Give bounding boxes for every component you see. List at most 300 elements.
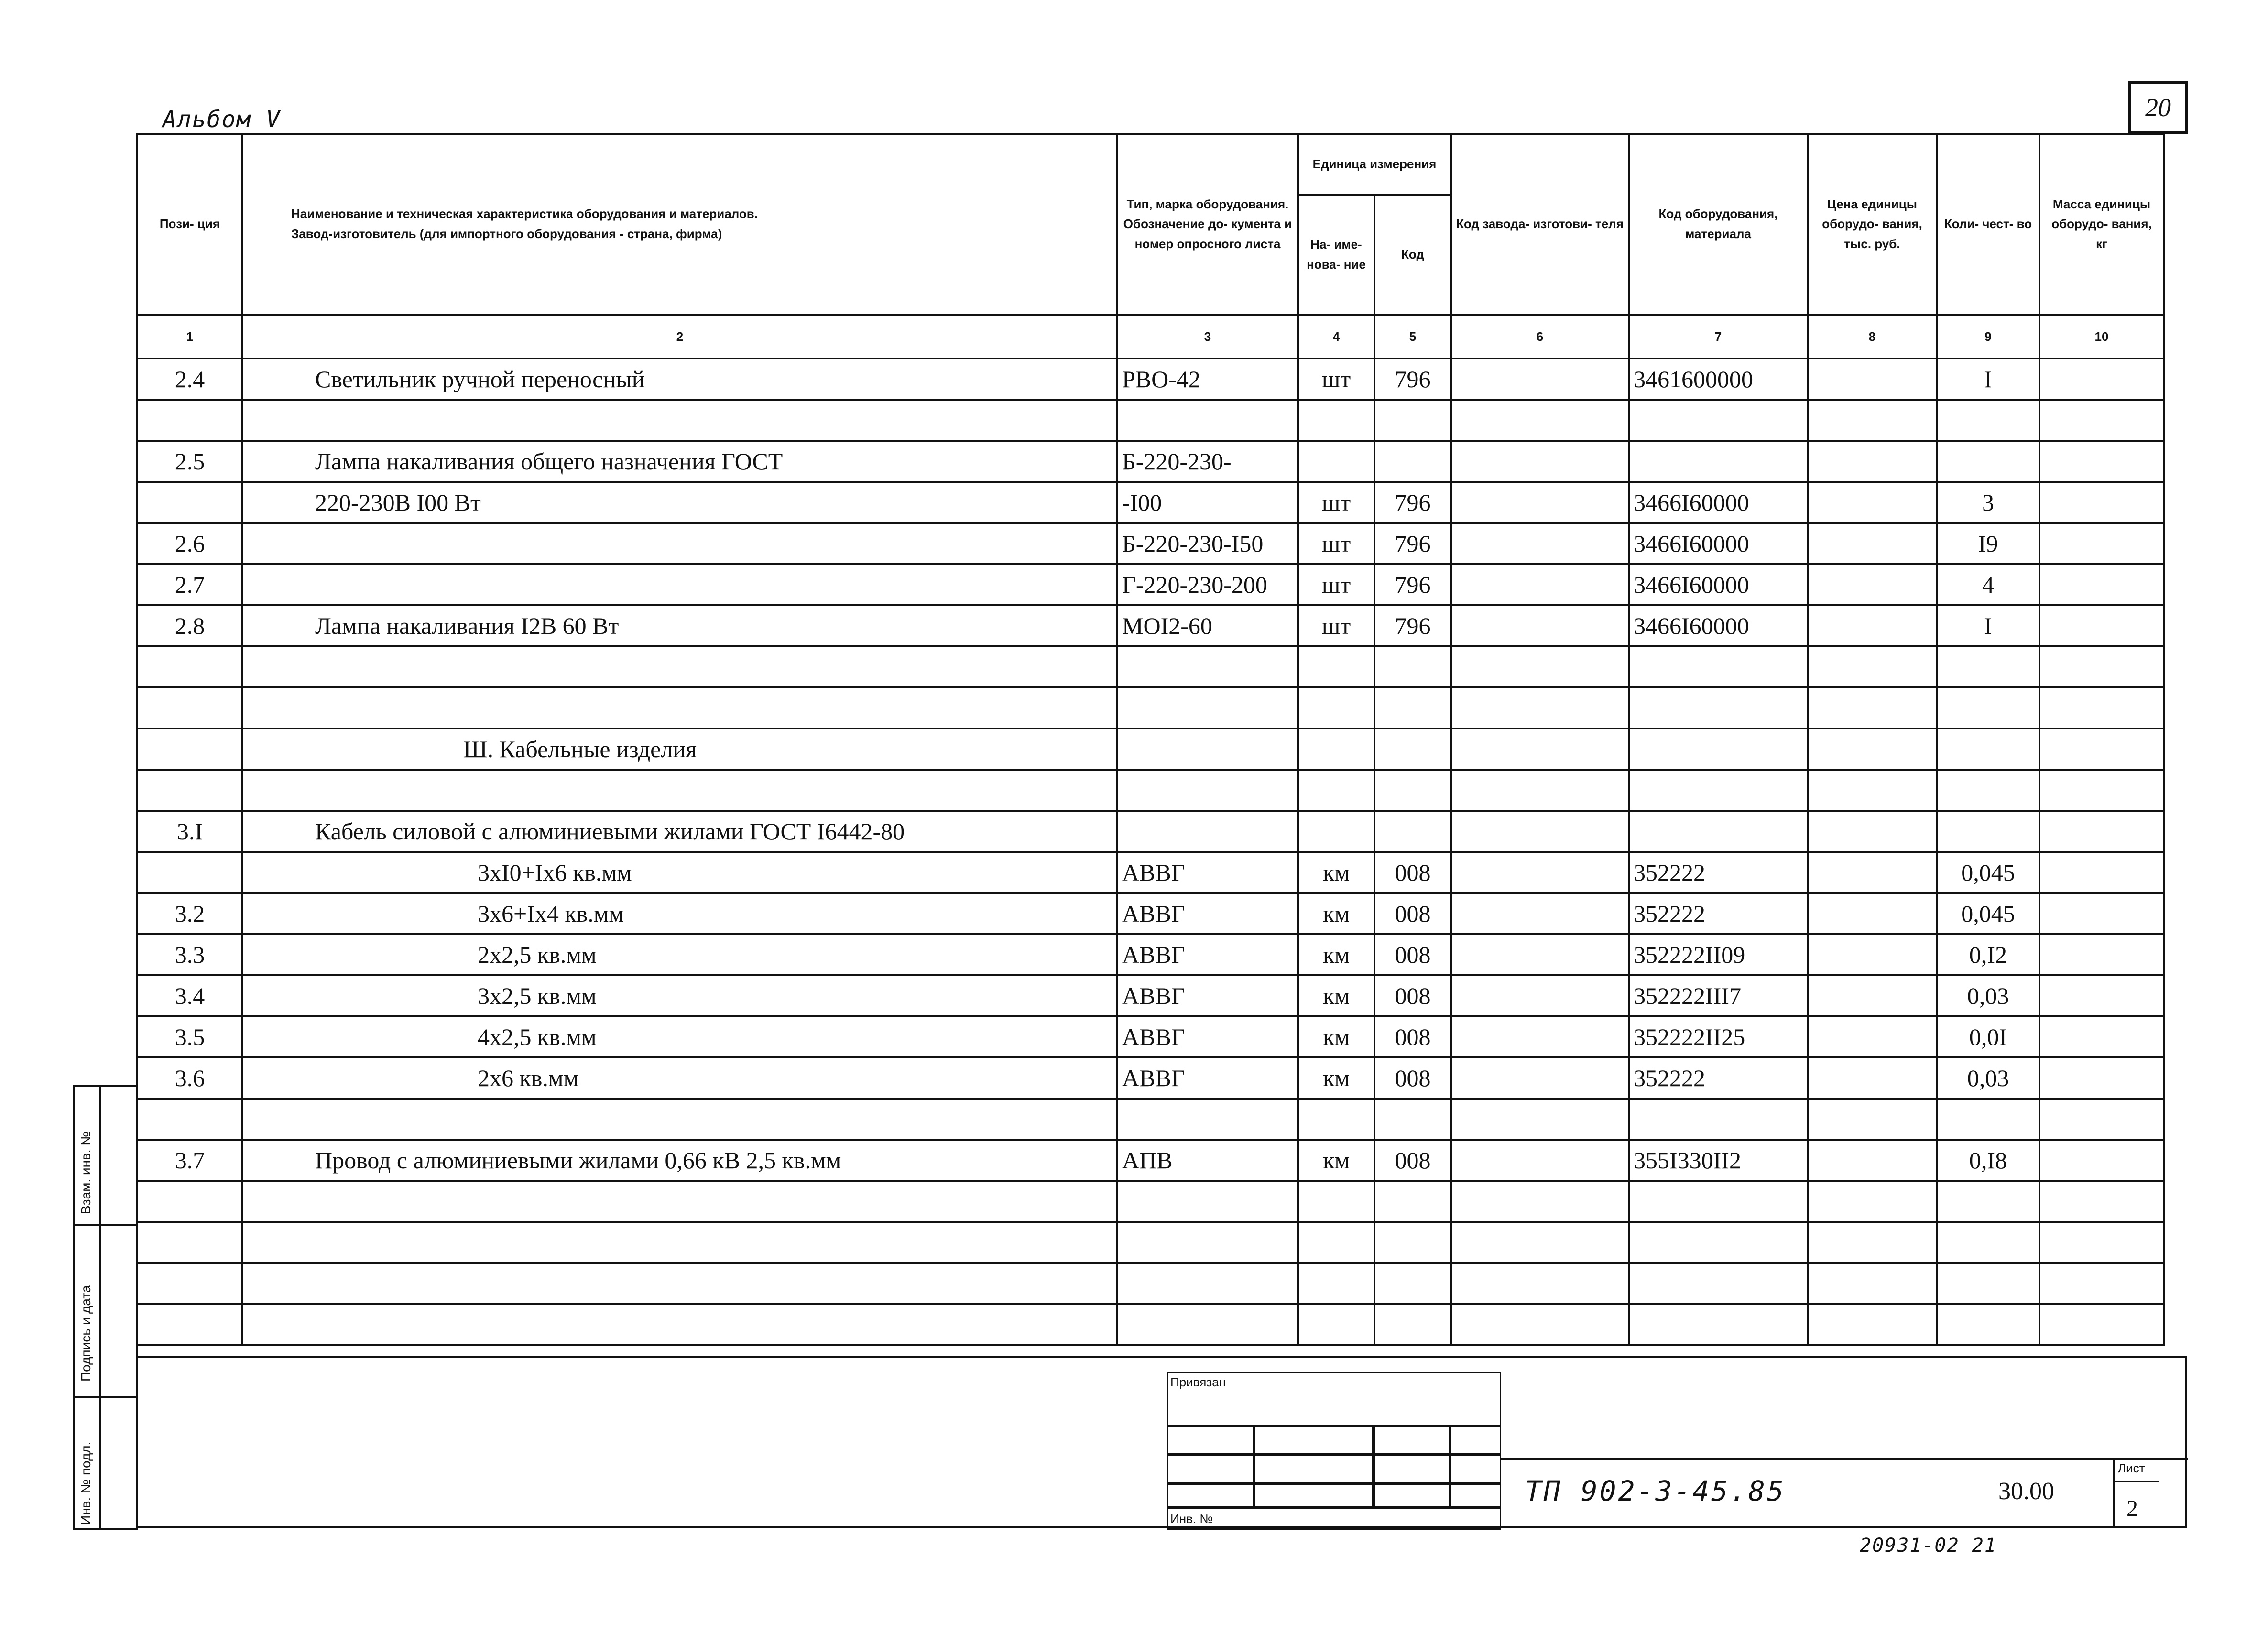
price-cell [1808,359,1937,400]
quantity-cell: I [1937,605,2039,646]
unit-cell: км [1298,1016,1374,1057]
name-cell [242,1099,1117,1140]
stamp-label-bound: Привязан [1170,1375,1226,1389]
album-label: Альбом V [163,106,281,133]
header-factory-code: Код завода- изготови- теля [1451,134,1629,315]
column-number: 7 [1629,315,1808,359]
table-row [137,1304,2164,1345]
type-cell: АВВГ [1117,934,1298,975]
name-cell [242,770,1117,811]
factory-code-cell [1451,1099,1629,1140]
header-name-line1: Наименование и техническая характеристика оборудования и материалов. [291,207,758,221]
type-cell [1117,687,1298,729]
material-code-cell [1629,811,1808,852]
sheet-suffix: 30.00 [1998,1478,2054,1505]
position-cell: 3.3 [137,934,242,975]
header-position: Пози- ция [137,134,242,315]
table-row [137,1222,2164,1263]
position-cell: 2.8 [137,605,242,646]
table-row [137,1181,2164,1222]
factory-code-cell [1451,975,1629,1016]
code-cell [1374,400,1451,441]
type-cell [1117,770,1298,811]
column-number: 8 [1808,315,1937,359]
price-cell [1808,605,1937,646]
type-cell [1117,1181,1298,1222]
factory-code-cell [1451,359,1629,400]
document-code: ТП 902-3-45.85 [1525,1475,1786,1507]
unit-cell [1298,687,1374,729]
type-cell [1117,729,1298,770]
column-number: 1 [137,315,242,359]
factory-code-cell [1451,811,1629,852]
table-row [137,852,2164,893]
material-code-cell: 355I330II2 [1629,1140,1808,1181]
position-cell [137,1304,242,1345]
quantity-cell: 0,03 [1937,1057,2039,1099]
material-code-cell: 3466I60000 [1629,523,1808,564]
material-code-cell [1629,1304,1808,1345]
quantity-cell [1937,687,2039,729]
unit-cell [1298,1099,1374,1140]
price-cell [1808,770,1937,811]
quantity-cell: 0,0I [1937,1016,2039,1057]
name-cell [242,523,1117,564]
price-cell [1808,975,1937,1016]
stamp-label-inventory: Инв. № [1170,1512,1213,1526]
name-cell: 2х6 кв.мм [242,1057,1117,1099]
factory-code-cell [1451,893,1629,934]
quantity-cell [1937,400,2039,441]
sheet-label: Лист [2118,1461,2145,1475]
mass-cell [2039,1263,2164,1304]
table-row [137,441,2164,482]
quantity-cell: 4 [1937,564,2039,605]
header-price: Цена единицы оборудо- вания, тыс. руб. [1808,134,1937,315]
material-code-cell [1629,1263,1808,1304]
column-number: 2 [242,315,1117,359]
factory-code-cell [1451,934,1629,975]
side-label-signature: Подпись и дата [78,1285,93,1382]
side-label-original: Инв. № подл. [78,1441,93,1525]
price-cell [1808,1181,1937,1222]
quantity-cell: 0,045 [1937,852,2039,893]
mass-cell [2039,359,2164,400]
type-cell [1117,811,1298,852]
price-cell [1808,893,1937,934]
name-cell [242,1263,1117,1304]
header-material-code: Код оборудования, материала [1629,134,1808,315]
name-cell [242,1304,1117,1345]
material-code-cell: 3466I60000 [1629,482,1808,523]
table-row [137,605,2164,646]
header-type: Тип, марка оборудования. Обозначение до- кумента и номер опросного листа [1117,134,1298,315]
position-cell [137,687,242,729]
position-cell: 3.5 [137,1016,242,1057]
name-cell: 3хI0+Iх6 кв.мм [242,852,1117,893]
factory-code-cell [1451,1140,1629,1181]
position-cell [137,1263,242,1304]
factory-code-cell [1451,400,1629,441]
header-name [242,134,1117,315]
unit-cell [1298,646,1374,687]
code-cell: 796 [1374,523,1451,564]
position-cell [137,482,242,523]
column-number: 3 [1117,315,1298,359]
price-cell [1808,400,1937,441]
mass-cell [2039,1016,2164,1057]
code-cell: 008 [1374,975,1451,1016]
mass-cell [2039,523,2164,564]
specification-table [136,133,2165,1346]
mass-cell [2039,1181,2164,1222]
price-cell [1808,482,1937,523]
position-cell: 2.5 [137,441,242,482]
price-cell [1808,1140,1937,1181]
column-number: 5 [1374,315,1451,359]
code-cell: 796 [1374,359,1451,400]
factory-code-cell [1451,687,1629,729]
unit-cell: км [1298,934,1374,975]
price-cell [1808,564,1937,605]
mass-cell [2039,729,2164,770]
material-code-cell: 352222 [1629,893,1808,934]
position-cell: 2.7 [137,564,242,605]
code-cell [1374,770,1451,811]
column-number: 4 [1298,315,1374,359]
name-cell: Лампа накаливания I2В 60 Вт [242,605,1117,646]
sheet-divider [2113,1481,2159,1482]
factory-code-cell [1451,1057,1629,1099]
type-cell: Б-220-230-I50 [1117,523,1298,564]
code-cell: 008 [1374,934,1451,975]
code-cell [1374,1222,1451,1263]
price-cell [1808,852,1937,893]
code-cell [1374,811,1451,852]
mass-cell [2039,400,2164,441]
column-number: 6 [1451,315,1629,359]
type-cell: Г-220-230-200 [1117,564,1298,605]
type-cell: АПВ [1117,1140,1298,1181]
quantity-cell [1937,770,2039,811]
factory-code-cell [1451,564,1629,605]
price-cell [1808,1304,1937,1345]
header-name-line2: Завод-изготовитель (для импортного оборудования - страна, фирма) [291,227,722,241]
header-mass: Масса единицы оборудо- вания, кг [2039,134,2164,315]
factory-code-cell [1451,770,1629,811]
mass-cell [2039,564,2164,605]
position-cell [137,400,242,441]
mass-cell [2039,605,2164,646]
table-row [137,1016,2164,1057]
name-cell: Лампа накаливания общего назначения ГОСТ [242,441,1117,482]
quantity-cell [1937,441,2039,482]
header-quantity: Коли- чест- во [1937,134,2039,315]
unit-cell [1298,400,1374,441]
sheet-number: 2 [2126,1496,2138,1521]
factory-code-cell [1451,605,1629,646]
name-cell: 3х2,5 кв.мм [242,975,1117,1016]
unit-cell: км [1298,975,1374,1016]
mass-cell [2039,1140,2164,1181]
name-cell [242,400,1117,441]
table-row [137,811,2164,852]
mass-cell [2039,852,2164,893]
table-row [137,400,2164,441]
name-cell [242,1181,1117,1222]
quantity-cell [1937,1263,2039,1304]
type-cell: Б-220-230- [1117,441,1298,482]
type-cell: АВВГ [1117,893,1298,934]
position-cell [137,1222,242,1263]
table-row [137,1099,2164,1140]
table-row [137,1140,2164,1181]
unit-cell: шт [1298,605,1374,646]
unit-cell [1298,441,1374,482]
unit-cell: км [1298,852,1374,893]
unit-cell: км [1298,893,1374,934]
material-code-cell: 3461600000 [1629,359,1808,400]
unit-cell [1298,1181,1374,1222]
type-cell: РВО-42 [1117,359,1298,400]
code-cell: 796 [1374,564,1451,605]
material-code-cell: 352222II25 [1629,1016,1808,1057]
mass-cell [2039,687,2164,729]
unit-cell [1298,770,1374,811]
factory-code-cell [1451,523,1629,564]
material-code-cell [1629,1099,1808,1140]
type-cell: АВВГ [1117,1057,1298,1099]
code-cell: 008 [1374,1016,1451,1057]
type-cell [1117,1263,1298,1304]
column-number: 10 [2039,315,2164,359]
mass-cell [2039,811,2164,852]
name-cell: 3х6+Iх4 кв.мм [242,893,1117,934]
material-code-cell [1629,646,1808,687]
mass-cell [2039,1304,2164,1345]
name-cell: 4х2,5 кв.мм [242,1016,1117,1057]
mass-cell [2039,646,2164,687]
code-cell [1374,729,1451,770]
material-code-cell [1629,770,1808,811]
price-cell [1808,523,1937,564]
type-cell: АВВГ [1117,975,1298,1016]
unit-cell: км [1298,1057,1374,1099]
factory-code-cell [1451,646,1629,687]
price-cell [1808,1222,1937,1263]
material-code-cell [1629,1181,1808,1222]
approval-stamp [1167,1372,1501,1530]
unit-cell [1298,1263,1374,1304]
quantity-cell: 0,045 [1937,893,2039,934]
archive-code: 20931-02 21 [1860,1535,1997,1557]
unit-cell: шт [1298,564,1374,605]
price-cell [1808,1016,1937,1057]
price-cell [1808,729,1937,770]
name-cell [242,687,1117,729]
price-cell [1808,1057,1937,1099]
position-cell [137,646,242,687]
table-row [137,729,2164,770]
price-cell [1808,811,1937,852]
position-cell [137,852,242,893]
type-cell: -I00 [1117,482,1298,523]
material-code-cell [1629,687,1808,729]
column-number: 9 [1937,315,2039,359]
table-row [137,646,2164,687]
position-cell: 3.7 [137,1140,242,1181]
code-cell: 008 [1374,852,1451,893]
position-cell: 3.I [137,811,242,852]
factory-code-cell [1451,1181,1629,1222]
unit-cell [1298,811,1374,852]
name-cell: Кабель силовой с алюминиевыми жилами ГОСТ I6442-80 [242,811,1117,852]
mass-cell [2039,441,2164,482]
side-label-replacement: Взам. инв. № [78,1131,93,1214]
material-code-cell: 3466I60000 [1629,605,1808,646]
name-cell: 220-230В I00 Вт [242,482,1117,523]
position-cell: 2.4 [137,359,242,400]
name-cell [242,1222,1117,1263]
mass-cell [2039,1099,2164,1140]
position-cell: 3.2 [137,893,242,934]
unit-cell: км [1298,1140,1374,1181]
code-cell [1374,1099,1451,1140]
type-cell [1117,400,1298,441]
code-cell [1374,1263,1451,1304]
factory-code-cell [1451,1304,1629,1345]
material-code-cell [1629,729,1808,770]
header-unit-code: Код [1374,195,1451,315]
mass-cell [2039,770,2164,811]
price-cell [1808,1263,1937,1304]
quantity-cell [1937,1222,2039,1263]
type-cell: АВВГ [1117,852,1298,893]
unit-cell: шт [1298,523,1374,564]
name-cell: Провод с алюминиевыми жилами 0,66 кВ 2,5 кв.мм [242,1140,1117,1181]
unit-cell [1298,1304,1374,1345]
table-row [137,1263,2164,1304]
type-cell [1117,646,1298,687]
factory-code-cell [1451,1222,1629,1263]
name-cell: Светильник ручной переносный [242,359,1117,400]
code-cell: 796 [1374,605,1451,646]
table-row [137,523,2164,564]
quantity-cell [1937,729,2039,770]
page-number: 20 [2128,81,2188,134]
type-cell [1117,1222,1298,1263]
price-cell [1808,934,1937,975]
material-code-cell [1629,1222,1808,1263]
mass-cell [2039,893,2164,934]
type-cell: АВВГ [1117,1016,1298,1057]
code-cell [1374,646,1451,687]
price-cell [1808,687,1937,729]
column-number-row [137,315,2164,359]
code-cell [1374,441,1451,482]
code-cell: 796 [1374,482,1451,523]
quantity-cell: I [1937,359,2039,400]
table-row [137,975,2164,1016]
factory-code-cell [1451,852,1629,893]
code-cell: 008 [1374,1140,1451,1181]
quantity-cell: 0,03 [1937,975,2039,1016]
material-code-cell: 352222II09 [1629,934,1808,975]
mass-cell [2039,482,2164,523]
factory-code-cell [1451,1263,1629,1304]
position-cell [137,1181,242,1222]
quantity-cell: 3 [1937,482,2039,523]
material-code-cell: 3466I60000 [1629,564,1808,605]
position-cell [137,729,242,770]
price-cell [1808,646,1937,687]
material-code-cell: 352222III7 [1629,975,1808,1016]
table-row [137,687,2164,729]
position-cell: 3.6 [137,1057,242,1099]
position-cell [137,770,242,811]
quantity-cell [1937,1099,2039,1140]
table-row [137,482,2164,523]
quantity-cell [1937,1181,2039,1222]
header-unit-name: На- име- нова- ние [1298,195,1374,315]
type-cell [1117,1099,1298,1140]
table-row [137,1057,2164,1099]
unit-cell [1298,729,1374,770]
name-cell [242,646,1117,687]
code-cell [1374,1304,1451,1345]
material-code-cell [1629,400,1808,441]
type-cell [1117,1304,1298,1345]
factory-code-cell [1451,441,1629,482]
table-row [137,893,2164,934]
position-cell: 3.4 [137,975,242,1016]
price-cell [1808,441,1937,482]
mass-cell [2039,1057,2164,1099]
position-cell: 2.6 [137,523,242,564]
name-cell: Ш. Кабельные изделия [242,729,1117,770]
code-cell: 008 [1374,893,1451,934]
title-block [136,1356,2187,1528]
quantity-cell [1937,811,2039,852]
code-cell [1374,1181,1451,1222]
mass-cell [2039,934,2164,975]
factory-code-cell [1451,729,1629,770]
mass-cell [2039,1222,2164,1263]
table-row [137,564,2164,605]
table-row [137,770,2164,811]
unit-cell: шт [1298,482,1374,523]
unit-cell: шт [1298,359,1374,400]
code-cell [1374,687,1451,729]
factory-code-cell [1451,482,1629,523]
name-cell [242,564,1117,605]
name-cell: 2х2,5 кв.мм [242,934,1117,975]
unit-cell [1298,1222,1374,1263]
quantity-cell [1937,1304,2039,1345]
table-row [137,934,2164,975]
material-code-cell [1629,441,1808,482]
quantity-cell: 0,I2 [1937,934,2039,975]
factory-code-cell [1451,1016,1629,1057]
header-unit-group: Единица измерения [1298,134,1451,195]
price-cell [1808,1099,1937,1140]
quantity-cell [1937,646,2039,687]
code-cell: 008 [1374,1057,1451,1099]
type-cell: МОI2-60 [1117,605,1298,646]
table-row [137,359,2164,400]
quantity-cell: I9 [1937,523,2039,564]
mass-cell [2039,975,2164,1016]
